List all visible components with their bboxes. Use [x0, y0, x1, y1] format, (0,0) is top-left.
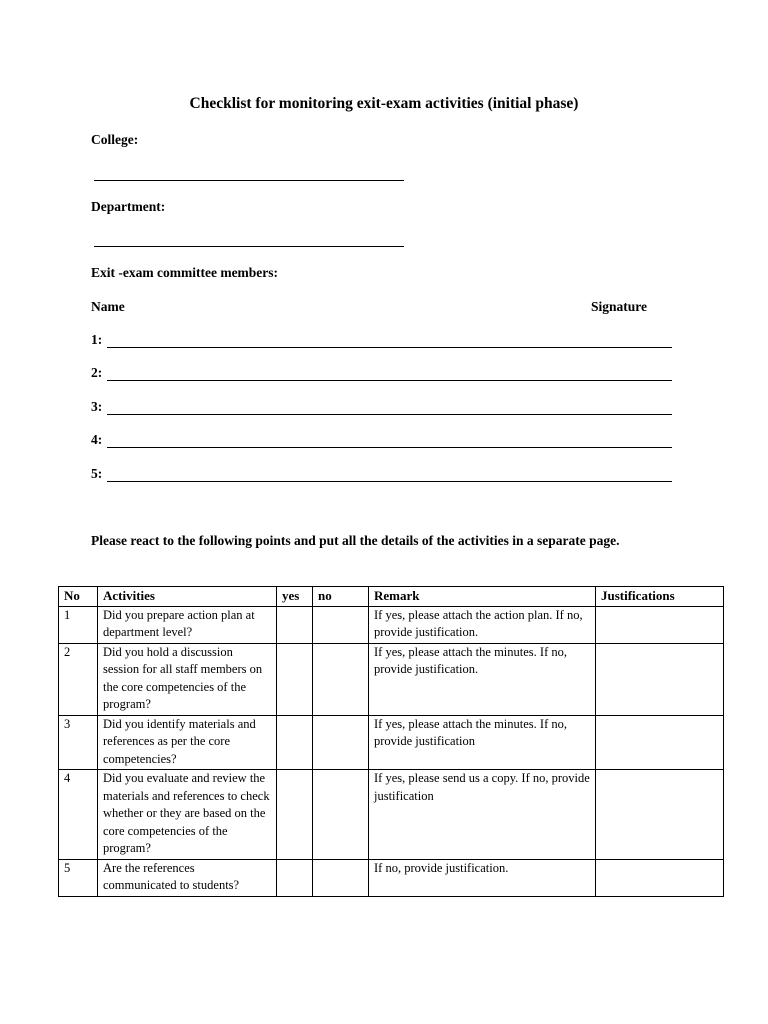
- row-remark: If yes, please send us a copy. If no, provide justification: [369, 770, 596, 860]
- row-remark: If yes, please attach the minutes. If no, provide justification.: [369, 643, 596, 715]
- header-justifications: Justifications: [596, 587, 724, 607]
- row-no-cell[interactable]: [313, 606, 369, 643]
- college-field-line[interactable]: [94, 180, 404, 181]
- row-justification-cell[interactable]: [596, 715, 724, 770]
- row-yes-cell[interactable]: [277, 606, 313, 643]
- row-justification-cell[interactable]: [596, 606, 724, 643]
- row-number: 5: [59, 859, 98, 896]
- row-number: 2: [59, 643, 98, 715]
- member-line-4[interactable]: [107, 447, 672, 448]
- table-row: [59, 606, 724, 643]
- row-justification-cell[interactable]: [596, 770, 724, 860]
- row-activity: Did you evaluate and review the materials and references to check whether or they are based on the core competencies of the program?: [98, 770, 277, 860]
- member-line-3[interactable]: [107, 414, 672, 415]
- department-label: Department:: [91, 199, 166, 214]
- row-remark: If yes, please attach the minutes. If no, provide justification: [369, 715, 596, 770]
- department-field-line[interactable]: [94, 246, 404, 247]
- row-no-cell[interactable]: [313, 715, 369, 770]
- member-number: 4:: [91, 432, 103, 447]
- header-no-answer: no: [313, 587, 369, 607]
- committee-label: Exit -exam committee members:: [91, 265, 279, 280]
- row-number: 3: [59, 715, 98, 770]
- row-no-cell[interactable]: [313, 643, 369, 715]
- row-activity: Did you prepare action plan at department level?: [98, 606, 277, 643]
- page-title: Checklist for monitoring exit-exam activities (initial phase): [189, 95, 579, 112]
- name-column-label: Name: [91, 299, 125, 314]
- table-row: [59, 643, 724, 715]
- row-no-cell[interactable]: [313, 770, 369, 860]
- instructions-paragraph: Please react to the following points and put all the details of the activities in a separate page.: [91, 533, 620, 548]
- header-no: No: [59, 587, 98, 607]
- header-yes: yes: [277, 587, 313, 607]
- college-label: College:: [91, 132, 139, 147]
- signature-column-label: Signature: [591, 299, 648, 314]
- row-activity: Did you identify materials and references as per the core competencies?: [98, 715, 277, 770]
- member-number: 2:: [91, 365, 103, 380]
- member-line-1[interactable]: [107, 347, 672, 348]
- header-remark: Remark: [369, 587, 596, 607]
- row-justification-cell[interactable]: [596, 859, 724, 896]
- row-yes-cell[interactable]: [277, 643, 313, 715]
- member-line-2[interactable]: [107, 380, 672, 381]
- table-header-row: [59, 587, 724, 607]
- table-row: [59, 770, 724, 860]
- row-justification-cell[interactable]: [596, 643, 724, 715]
- checklist-table: [58, 586, 724, 897]
- row-yes-cell[interactable]: [277, 715, 313, 770]
- member-line-5[interactable]: [107, 481, 672, 482]
- row-remark: If yes, please attach the action plan. If no, provide justification.: [369, 606, 596, 643]
- member-number: 5:: [91, 466, 103, 481]
- table-row: [59, 715, 724, 770]
- row-number: 4: [59, 770, 98, 860]
- member-number: 3:: [91, 399, 103, 414]
- row-activity: Are the references communicated to students?: [98, 859, 277, 896]
- row-yes-cell[interactable]: [277, 859, 313, 896]
- header-activities: Activities: [98, 587, 277, 607]
- row-number: 1: [59, 606, 98, 643]
- member-number: 1:: [91, 332, 103, 347]
- row-yes-cell[interactable]: [277, 770, 313, 860]
- row-no-cell[interactable]: [313, 859, 369, 896]
- table-row: [59, 859, 724, 896]
- row-activity: Did you hold a discussion session for all staff members on the core competencies of the program?: [98, 643, 277, 715]
- row-remark: If no, provide justification.: [369, 859, 596, 896]
